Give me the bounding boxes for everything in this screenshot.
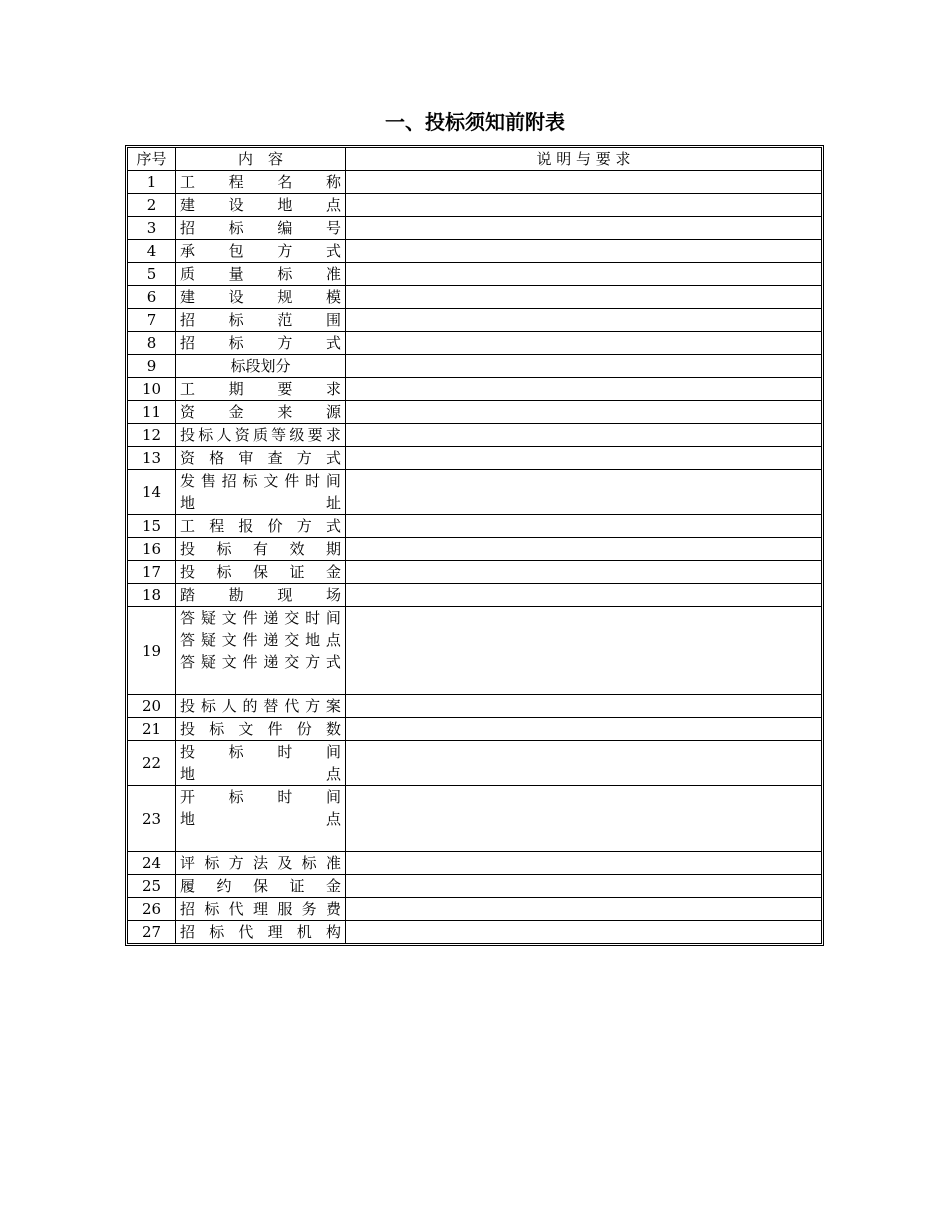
table-row (128, 470, 822, 515)
row-description[interactable] (346, 470, 822, 515)
content-line: 承 包 方 式 (180, 242, 341, 260)
row-content (176, 217, 346, 240)
row-description[interactable] (346, 263, 822, 286)
row-description[interactable] (346, 515, 822, 538)
content-line: 资 格 审 查 方 式 (180, 449, 341, 467)
table-row (128, 355, 822, 378)
row-content (176, 401, 346, 424)
row-description[interactable] (346, 786, 822, 852)
content-line: 招 标 范 围 (180, 311, 341, 329)
row-description[interactable] (346, 240, 822, 263)
table-row (128, 561, 822, 584)
row-number: 13 (128, 447, 176, 470)
row-number: 11 (128, 401, 176, 424)
row-content (176, 424, 346, 447)
content-line: 投 标 保 证 金 (180, 563, 341, 581)
row-description[interactable] (346, 424, 822, 447)
content-line: 发 售 招 标 文 件 时 间 (180, 472, 341, 490)
row-number: 9 (128, 355, 176, 378)
content-line: 建 设 规 模 (180, 288, 341, 306)
content-line: 答 疑 文 件 递 交 方 式 (180, 653, 341, 671)
row-number: 26 (128, 898, 176, 921)
row-description[interactable] (346, 695, 822, 718)
row-description[interactable] (346, 332, 822, 355)
row-number: 3 (128, 217, 176, 240)
content-line: 履 约 保 证 金 (180, 877, 341, 895)
table-row (128, 194, 822, 217)
row-number: 23 (128, 786, 176, 852)
table-row (128, 171, 822, 194)
table-row (128, 921, 822, 944)
header-desc: 说 明 与 要 求 (346, 148, 822, 171)
row-number: 16 (128, 538, 176, 561)
row-content (176, 921, 346, 944)
row-number: 4 (128, 240, 176, 263)
content-line: 质 量 标 准 (180, 265, 341, 283)
content-line: 答 疑 文 件 递 交 地 点 (180, 631, 341, 649)
row-number: 20 (128, 695, 176, 718)
row-number: 6 (128, 286, 176, 309)
row-number: 14 (128, 470, 176, 515)
table-row (128, 309, 822, 332)
table-row (128, 263, 822, 286)
table-row (128, 286, 822, 309)
table-body (128, 171, 822, 944)
row-content (176, 286, 346, 309)
row-description[interactable] (346, 309, 822, 332)
row-number: 17 (128, 561, 176, 584)
table-row (128, 786, 822, 852)
row-content (176, 898, 346, 921)
content-line: 投 标 文 件 份 数 (180, 720, 341, 738)
table-row (128, 584, 822, 607)
row-number: 2 (128, 194, 176, 217)
table-row (128, 332, 822, 355)
row-content (176, 378, 346, 401)
row-number: 15 (128, 515, 176, 538)
row-description[interactable] (346, 741, 822, 786)
table-row (128, 607, 822, 695)
row-content (176, 695, 346, 718)
tender-notice-table (125, 145, 824, 946)
header-content: 内 容 (176, 148, 346, 171)
row-description[interactable] (346, 607, 822, 695)
row-content (176, 741, 346, 786)
row-description[interactable] (346, 378, 822, 401)
row-number: 1 (128, 171, 176, 194)
row-content (176, 786, 346, 852)
row-content (176, 875, 346, 898)
content-line: 工 程 名 称 (180, 173, 341, 191)
row-description[interactable] (346, 171, 822, 194)
table-row (128, 424, 822, 447)
table-row (128, 898, 822, 921)
row-number: 18 (128, 584, 176, 607)
table-row (128, 515, 822, 538)
row-content (176, 538, 346, 561)
row-description[interactable] (346, 194, 822, 217)
row-description[interactable] (346, 852, 822, 875)
content-line: 投 标 人 资 质 等 级 要 求 (180, 426, 341, 444)
row-number: 24 (128, 852, 176, 875)
row-description[interactable] (346, 718, 822, 741)
row-description[interactable] (346, 875, 822, 898)
content-line: 地 点 (180, 810, 341, 828)
table-row (128, 741, 822, 786)
row-number: 10 (128, 378, 176, 401)
table-row (128, 240, 822, 263)
row-number: 27 (128, 921, 176, 944)
row-number: 21 (128, 718, 176, 741)
content-line: 标段划分 (230, 357, 291, 375)
table-row (128, 538, 822, 561)
table-row (128, 718, 822, 741)
content-line: 资 金 来 源 (180, 403, 341, 421)
content-line: 招 标 代 理 机 构 (180, 923, 341, 941)
row-number: 7 (128, 309, 176, 332)
row-number: 19 (128, 607, 176, 695)
header-no: 序号 (128, 148, 176, 171)
table-row (128, 401, 822, 424)
row-description[interactable] (346, 921, 822, 944)
row-number: 12 (128, 424, 176, 447)
content-line: 招 标 编 号 (180, 219, 341, 237)
table-row (128, 378, 822, 401)
table-row (128, 852, 822, 875)
content-line: 建 设 地 点 (180, 196, 341, 214)
row-content (176, 240, 346, 263)
content-line: 开 标 时 间 (180, 788, 341, 806)
row-description[interactable] (346, 286, 822, 309)
row-content (176, 515, 346, 538)
row-description[interactable] (346, 447, 822, 470)
row-content (176, 171, 346, 194)
row-description[interactable] (346, 355, 822, 378)
content-line: 招 标 代 理 服 务 费 (180, 900, 341, 918)
row-content (176, 718, 346, 741)
row-number: 22 (128, 741, 176, 786)
row-description[interactable] (346, 584, 822, 607)
content-line: 投 标 人 的 替 代 方 案 (180, 697, 341, 715)
table-row (128, 217, 822, 240)
content-line: 踏 勘 现 场 (180, 586, 341, 604)
row-number: 5 (128, 263, 176, 286)
row-content (176, 194, 346, 217)
row-description[interactable] (346, 561, 822, 584)
content-line: 评 标 方 法 及 标 准 (180, 854, 341, 872)
row-description[interactable] (346, 401, 822, 424)
row-content (176, 607, 346, 695)
row-content (176, 561, 346, 584)
content-line: 工 程 报 价 方 式 (180, 517, 341, 535)
row-number: 8 (128, 332, 176, 355)
content-line: 招 标 方 式 (180, 334, 341, 352)
row-description[interactable] (346, 217, 822, 240)
row-content (176, 355, 346, 378)
page-title: 一、投标须知前附表 (385, 110, 565, 134)
row-content (176, 584, 346, 607)
table-row (128, 875, 822, 898)
content-line: 工 期 要 求 (180, 380, 341, 398)
table-row (128, 447, 822, 470)
row-content (176, 447, 346, 470)
row-description[interactable] (346, 898, 822, 921)
row-content (176, 852, 346, 875)
row-number: 25 (128, 875, 176, 898)
content-line: 投 标 时 间 (180, 743, 341, 761)
row-content (176, 470, 346, 515)
table-header-row (128, 148, 822, 171)
row-content (176, 332, 346, 355)
content-line: 答 疑 文 件 递 交 时 间 (180, 609, 341, 627)
row-description[interactable] (346, 538, 822, 561)
content-line: 地 点 (180, 765, 341, 783)
table-row (128, 695, 822, 718)
row-content (176, 309, 346, 332)
row-content (176, 263, 346, 286)
content-line: 投 标 有 效 期 (180, 540, 341, 558)
content-line: 地 址 (180, 494, 341, 512)
